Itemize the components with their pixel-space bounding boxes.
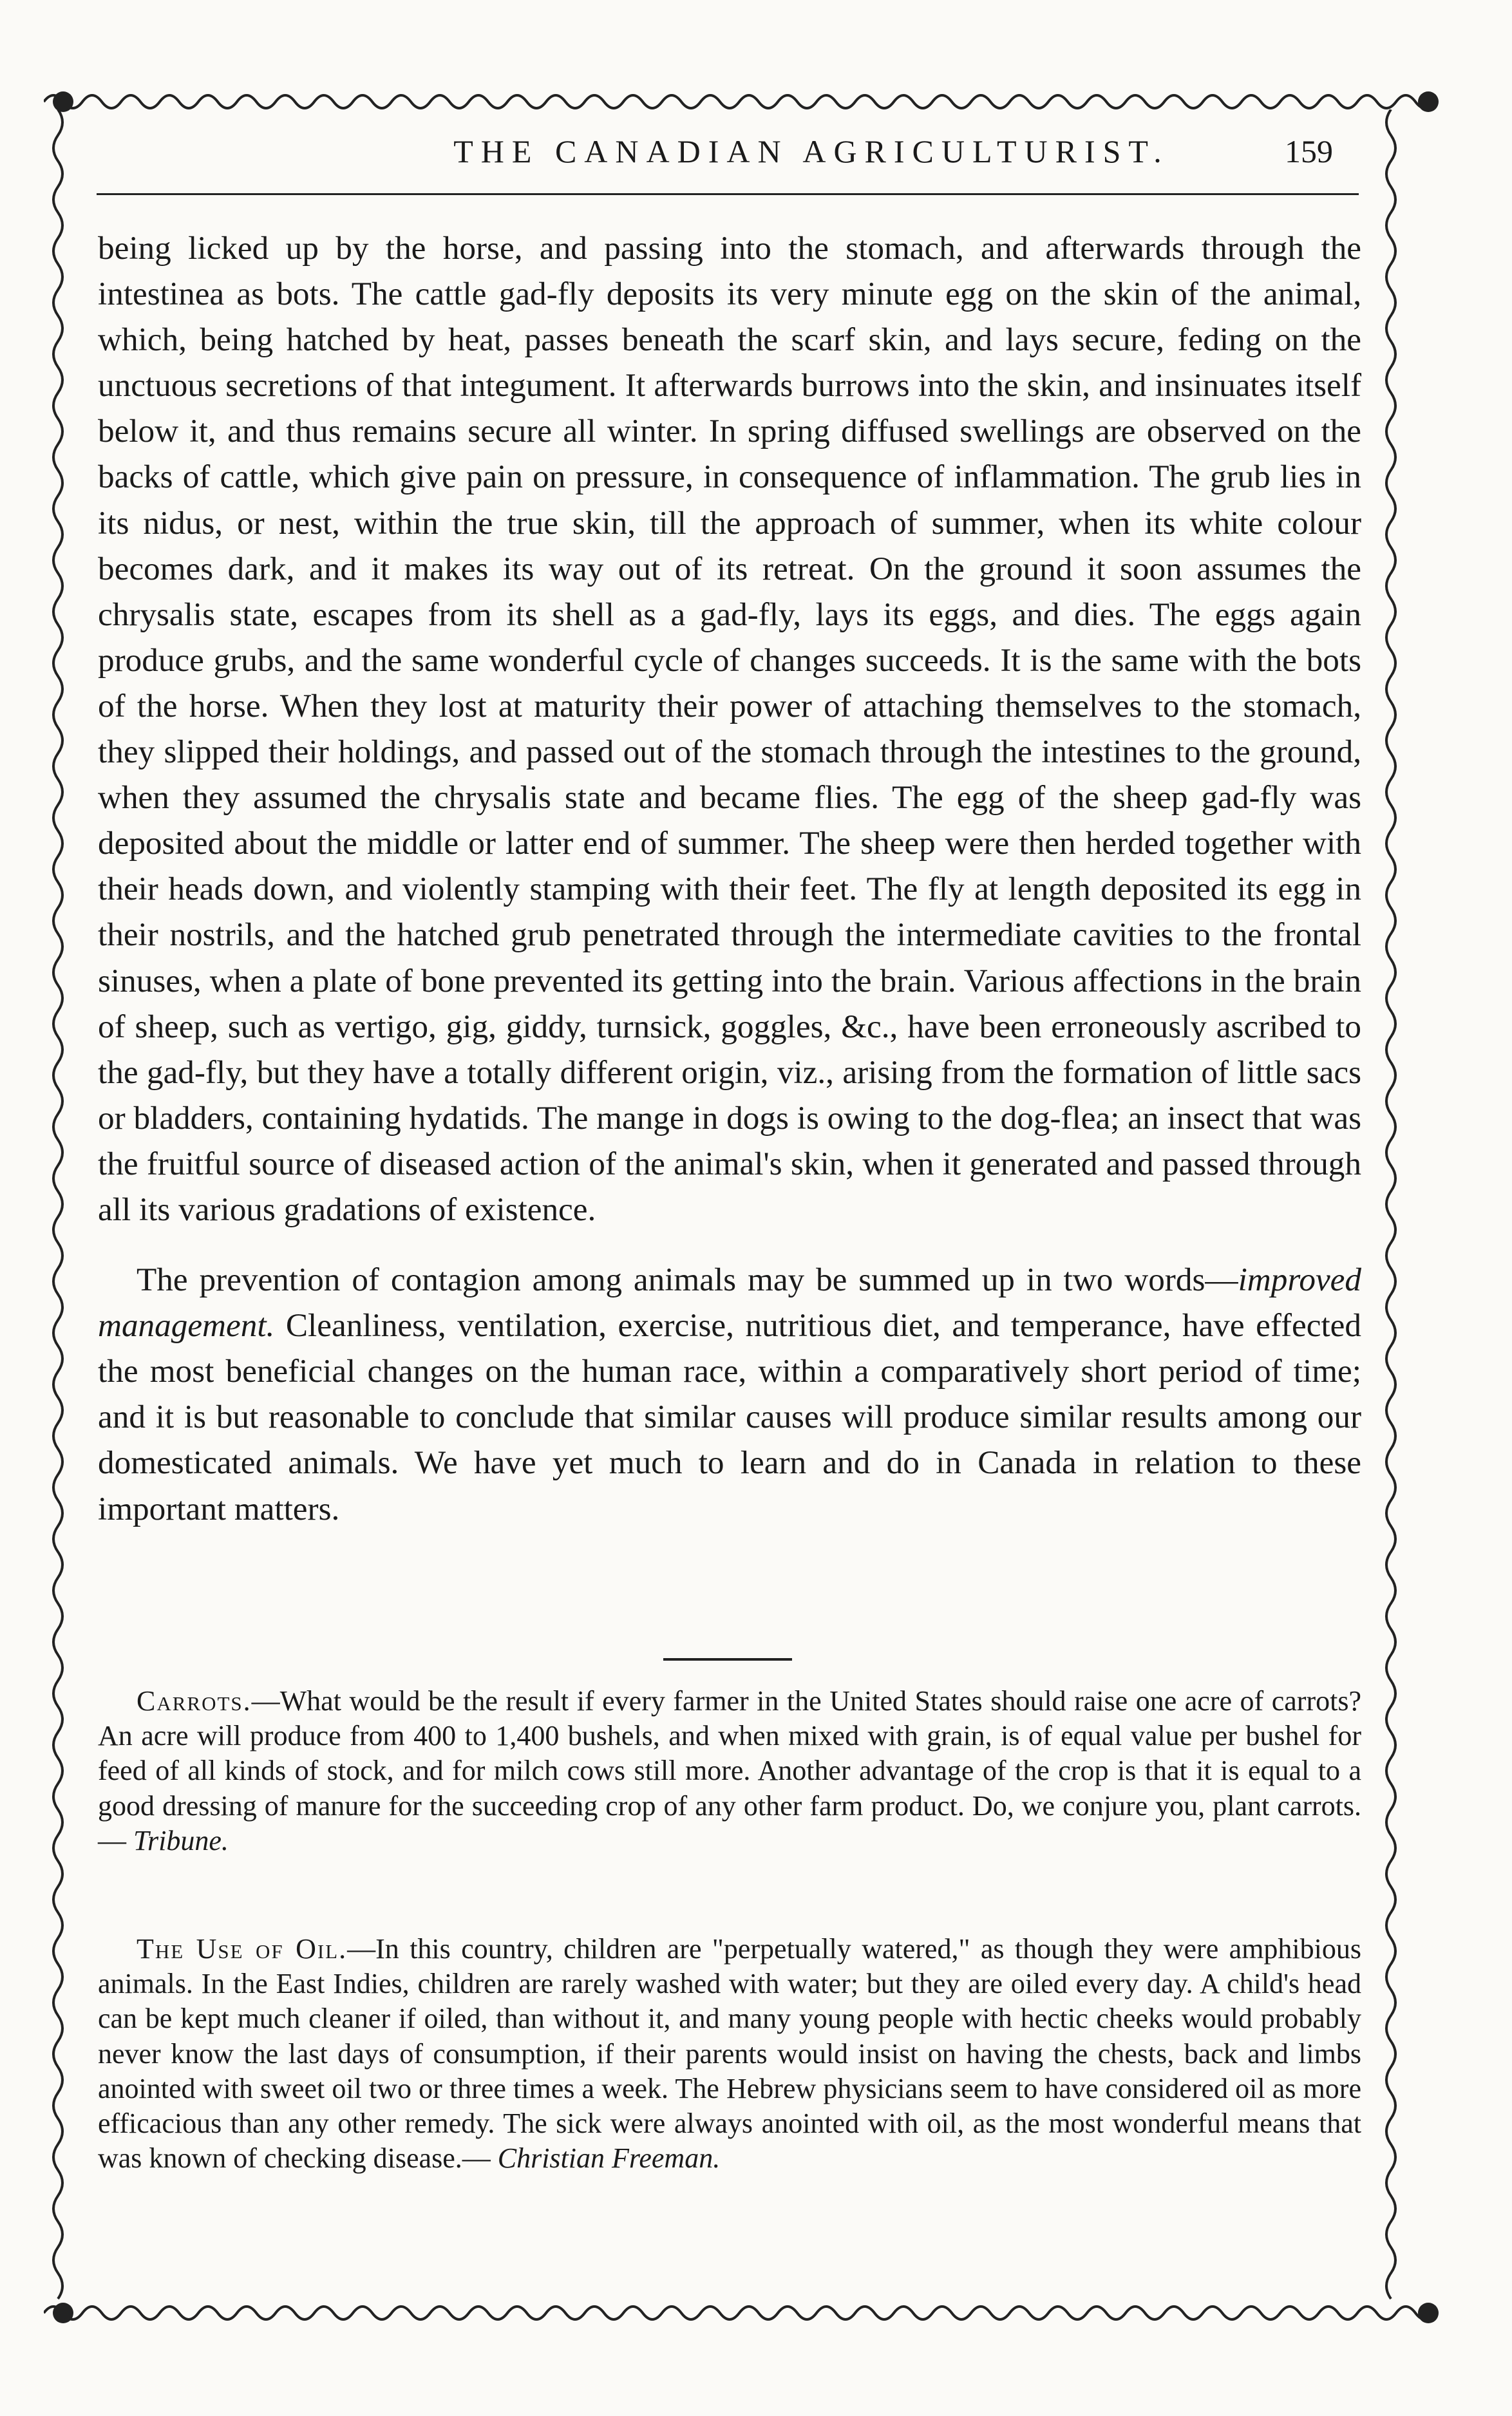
note-heading: Carrots.: [137, 1685, 252, 1717]
note-source: Christian Freeman.: [497, 2142, 721, 2175]
paragraph-text: Cleanliness, ventilation, exercise, nutritious diet, and temperance, have effected the most beneficial changes on the human race, within a comparatively short period of time; and it is but reasonable to conclude that similar causes will produce similar results among our domesticated animals. We have yet much to learn and do in Canada in relation to these important matters.: [98, 1307, 1361, 1527]
ornamental-border-right: [1372, 109, 1410, 2312]
paragraph-text: The prevention of contagion among animals may be summed up in two words—: [137, 1261, 1238, 1299]
article-body: [98, 225, 1361, 1532]
running-title: THE CANADIAN AGRICULTURIST.: [453, 133, 1169, 169]
header-rule: [97, 193, 1359, 195]
ornamental-border-left: [39, 109, 77, 2312]
note-source: Tribune.: [133, 1824, 229, 1856]
page-number: 159: [1285, 133, 1333, 169]
paragraph: being licked up by the horse, and passing into the stomach, and afterwards through the intestinea as bots. The cattle gad-fly deposits its very minute egg on the skin of the animal, which, being hatched by heat, passes beneath the scarf skin, and lays secure, feding on the unctuous secretions of that integument. It afterwards burrows into the skin, and insinuates itself below it, and thus remains secure all winter. In spring diffused swellings are observed on the backs of cattle, which give pain on pressure, in consequence of inflammation. The grub lies in its nidus, or nest, within the true skin, till the approach of summer, when its white colour becomes dark, and it makes its way out of its retreat. On the ground it soon assumes the chrysalis state, escapes from its shell as a gad-fly, lays its eggs, and dies. The eggs again produce grubs, and the same wonderful cycle of changes succeeds. It is the same with the bots of the horse. When they lost at maturity their power of attaching themselves to the stomach, they slipped their holdings, and passed out of the stomach through the intestines to the ground, when they assumed the chrysalis state and became flies. The egg of the sheep gad-fly was deposited about the middle or latter end of summer. The sheep were then herded together with their heads down, and violently stamping with their feet. The fly at length deposited its egg in their nostrils, and the hatched grub penetrated through the intermediate cavities to the frontal sinuses, when a plate of bone prevented its getting into the brain. Various affections in the brain of sheep, such as vertigo, gig, giddy, turnsick, goggles, &c., have been erroneously ascribed to the gad-fly, but they have a totally different origin, viz., arising from the formation of little sacs or bladders, containing hydatids. The mange in dogs is owing to the dog-flea; an insect that was the fruitful source of diseased action of the animal's skin, when it generated and passed through all its various gradations of existence.: [98, 230, 1361, 1228]
running-head: [187, 129, 1333, 180]
paragraph: [98, 1257, 1361, 1532]
note-heading: The Use of Oil.: [137, 1933, 348, 1965]
italic-phrase: improved management.: [98, 1261, 1361, 1345]
note-use-of-oil: [98, 1932, 1361, 2176]
section-divider: [663, 1658, 792, 1661]
note-body: —What would be the result if every farmer in the United States should raise one acre of carrots? An acre will produce from 400 to 1,400 bushels, and when mixed with grain, is of equal value per bushel for feed of all kinds of stock, and for milch cows still more. Another advantage of the crop is that it is equal to a good dressing of manure for the succeeding crop of any other farm product. Do, we conjure you, plant carrots.—: [98, 1685, 1361, 1856]
ornamental-border-top: [44, 82, 1448, 121]
note-carrots: [98, 1684, 1361, 1858]
ornamental-border-bottom: [44, 2294, 1448, 2332]
note-body: —In this country, children are "perpetually watered," as though they were amphibious animals. In the East Indies, children are rarely washed with water; but they are oiled every day. A child's head can be kept much cleaner if oiled, than without it, and many young people with hectic cheeks would probably never know the last days of consumption, if their parents would insist on having the chests, back and limbs anointed with sweet oil two or three times a week. The Hebrew physicians seem to have considered oil as more efficacious than any other remedy. The sick were always anointed with oil, as the most wonderful means that was known of checking disease.—: [98, 1933, 1361, 2175]
